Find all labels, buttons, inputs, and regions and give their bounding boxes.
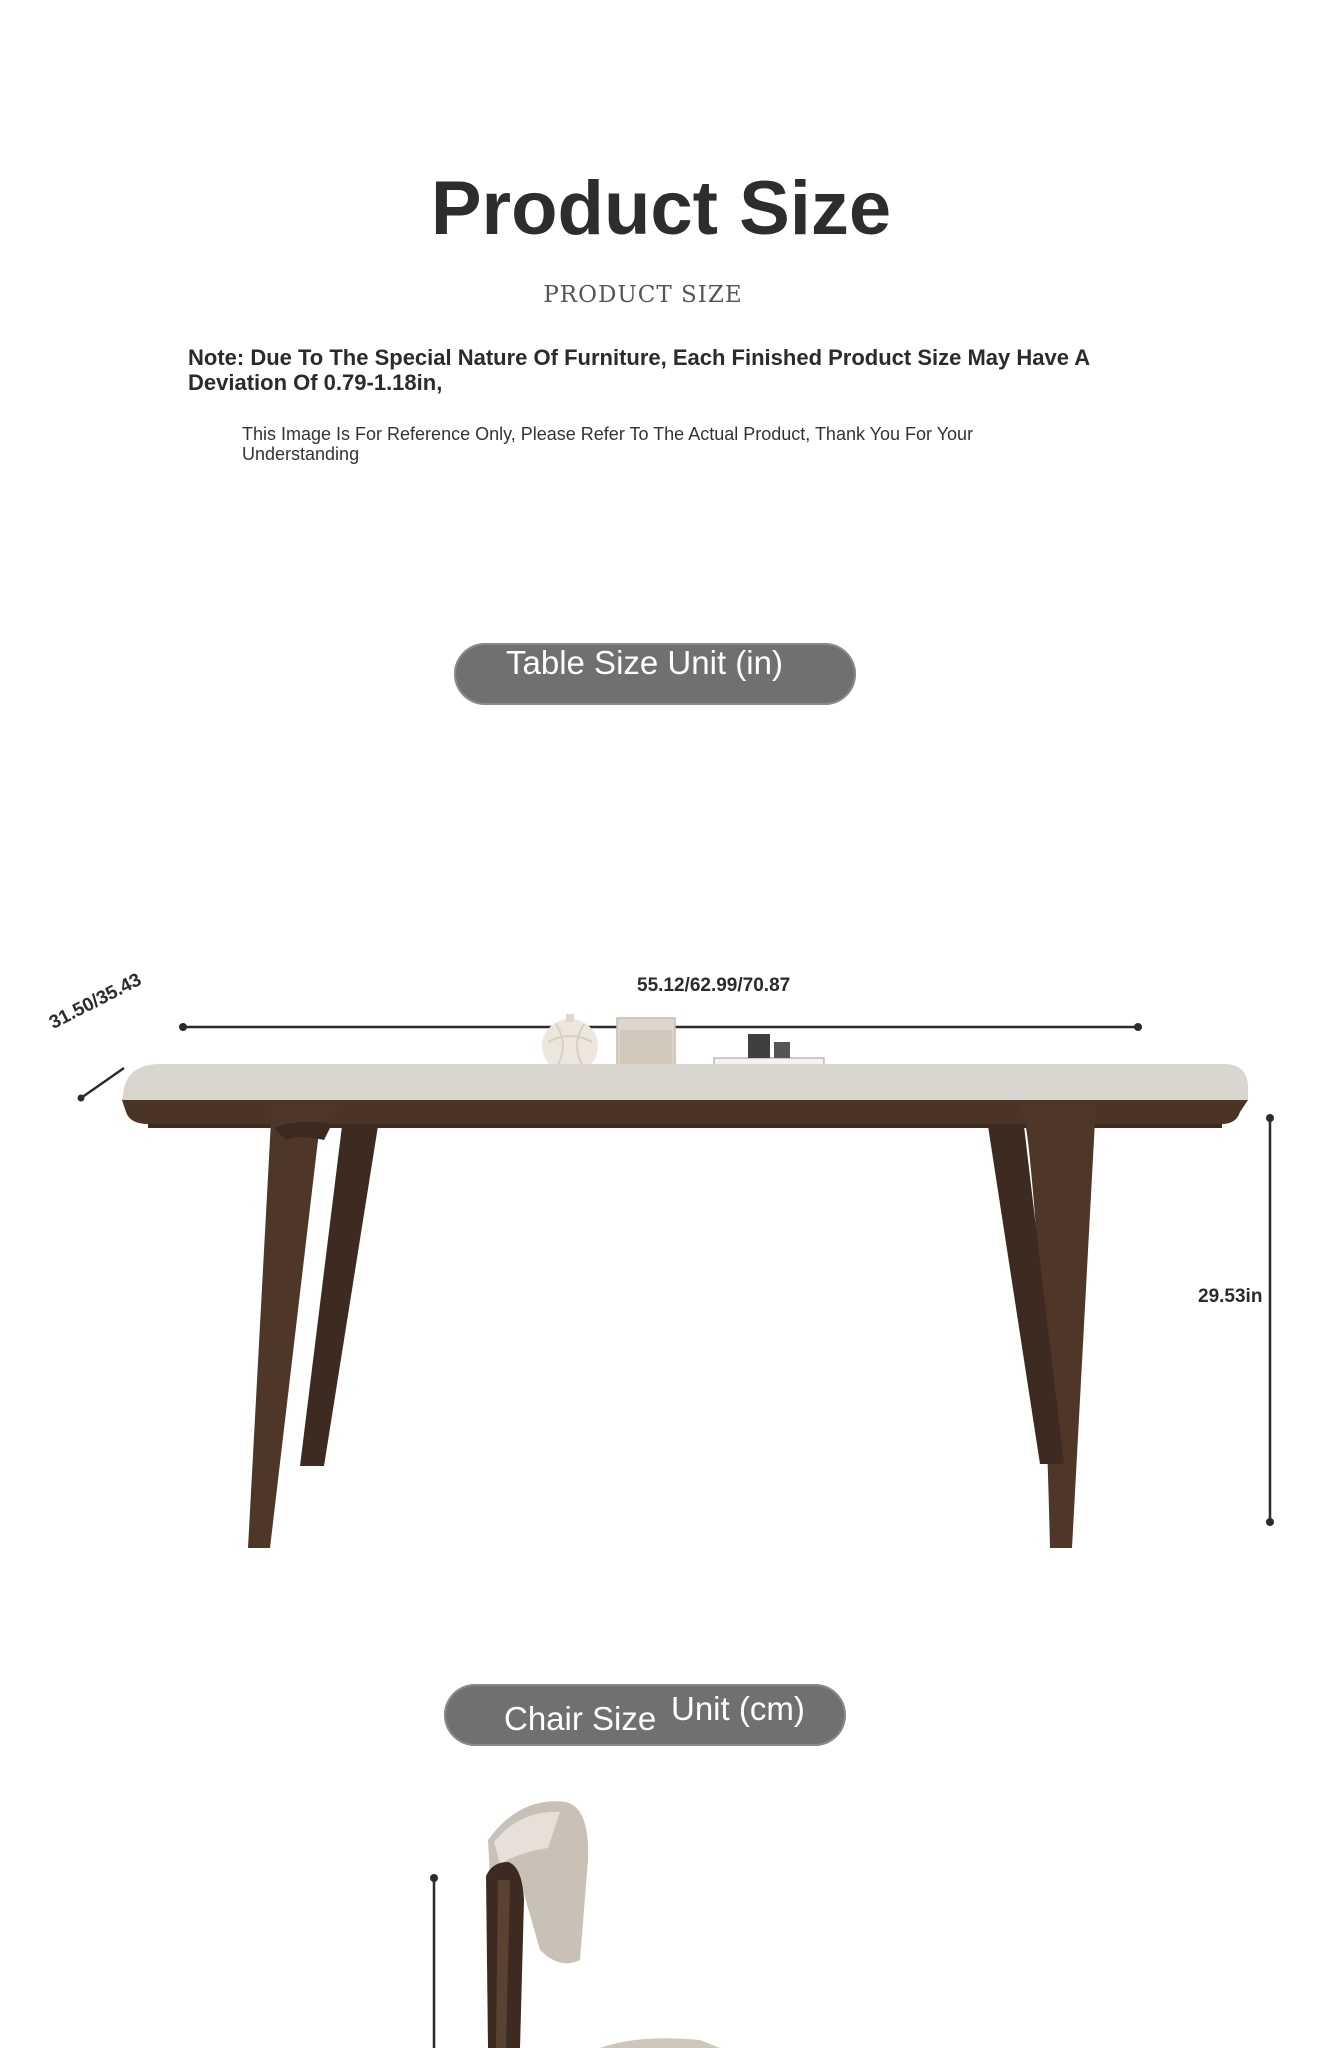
table-depth-label: 31.50/35.43 [46,969,145,1034]
deviation-note: Note: Due To The Special Nature Of Furniture, Each Finished Product Size May Have A Deviation Of 0.79-1.18in, [188,345,1090,395]
table-width-label: 55.12/62.99/70.87 [637,975,791,996]
chair-size-label: Chair Size [504,1700,657,1737]
page-subtitle: PRODUCT SIZE [543,282,743,308]
table-size-label: Table Size Unit (in) [506,644,783,681]
table-height-label: 29.53in [1198,1286,1263,1307]
chair-size-pill [444,1684,846,1746]
table-illustration [122,1064,1248,1548]
glass-decor [617,1018,675,1072]
table-depth-line [78,1068,125,1102]
page-title: Product Size [430,166,892,251]
chair-illustration [430,1801,720,2048]
reference-note: This Image Is For Reference Only, Please Refer To The Actual Product, Thank You For Your Understanding [242,424,974,464]
table-height-line [1266,1114,1274,1526]
chair-unit-label: Unit (cm) [671,1690,805,1727]
